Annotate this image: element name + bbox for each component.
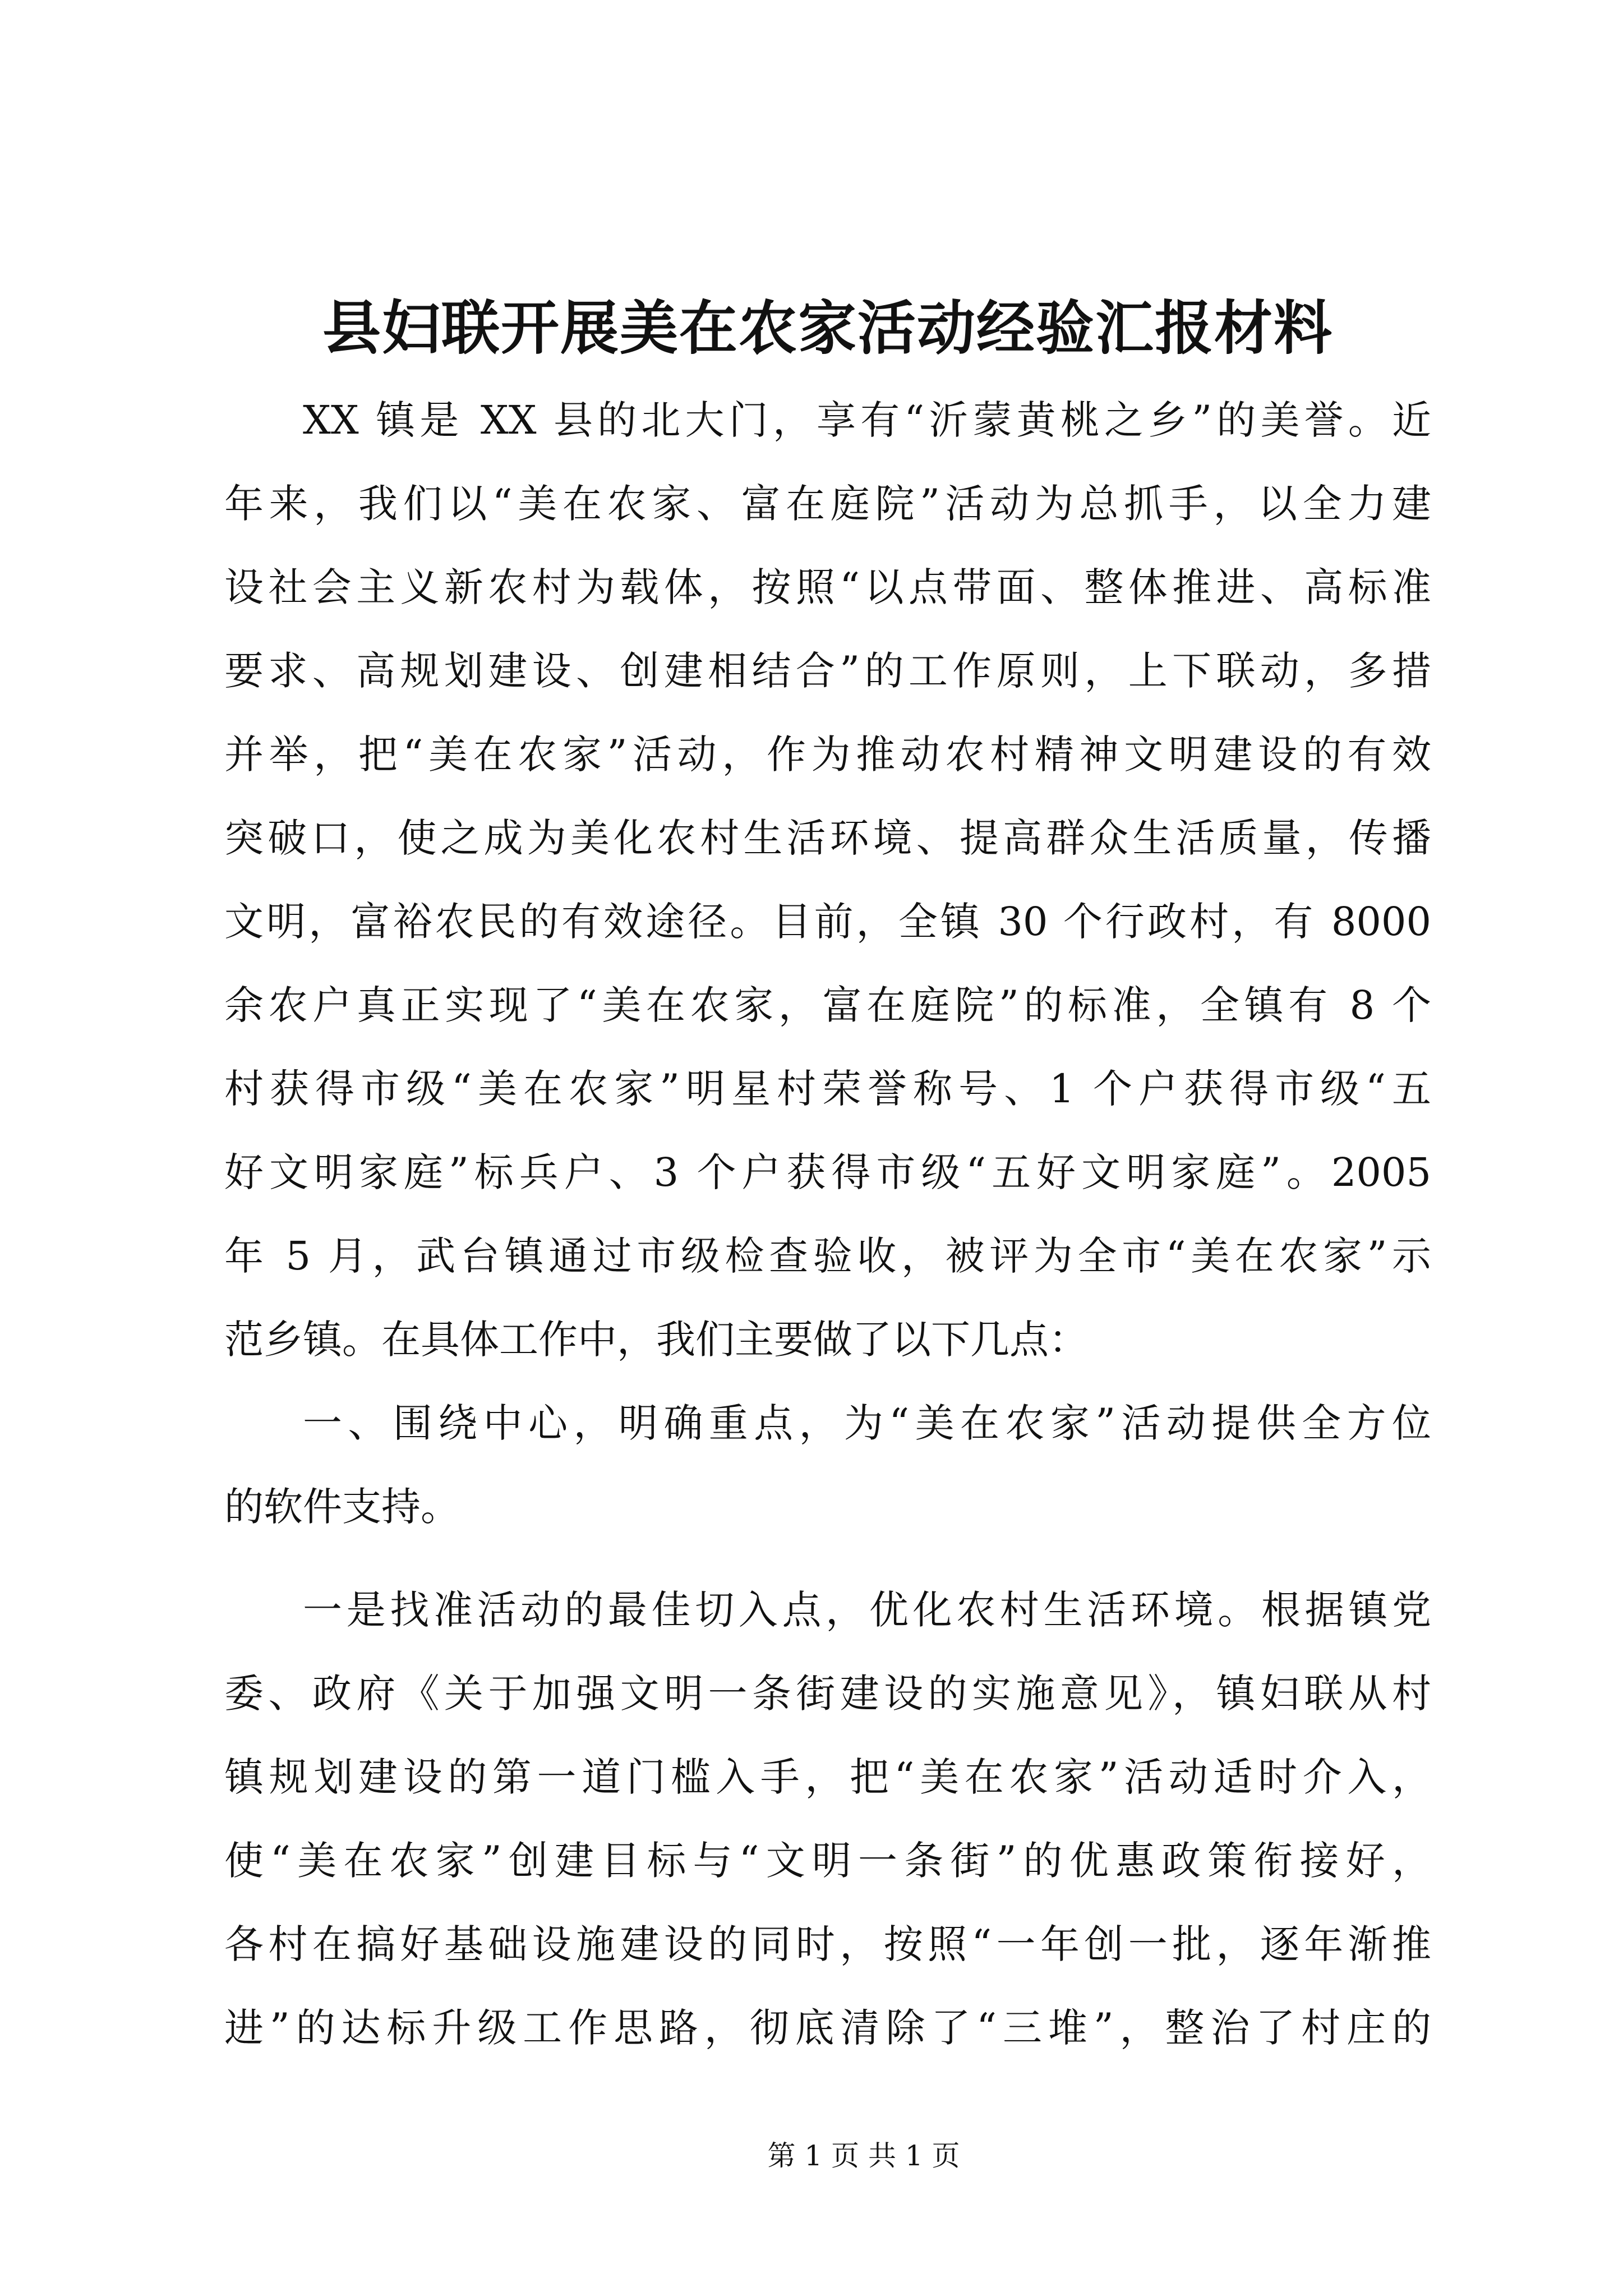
- text-line: 年来，我们以“美在农家、富在庭院”活动为总抓手，以全力建: [224, 481, 1431, 527]
- text-line: 设社会主义新农村为载体，按照“以点带面、整体推进、高标准: [224, 564, 1431, 610]
- text-line: 要求、高规划建设、创建相结合”的工作原则，上下联动，多措: [224, 648, 1431, 694]
- text-line: 使“美在农家”创建目标与“文明一条街”的优惠政策衔接好，: [224, 1838, 1431, 1884]
- text-line: 范乡镇。在具体工作中，我们主要做了以下几点：: [224, 1317, 1088, 1363]
- text-line: XX 镇是 XX 县的北大门，享有“沂蒙黄桃之乡”的美誉。近: [303, 397, 1431, 443]
- text-line: 一是找准活动的最佳切入点，优化农村生活环境。根据镇党: [303, 1587, 1431, 1633]
- paragraph-point-1: [224, 1568, 1431, 2070]
- document-title: 县妇联开展美在农家活动经验汇报材料: [322, 293, 1333, 362]
- text-line: 镇规划建设的第一道门槛入手，把“美在农家”活动适时介入，: [224, 1754, 1431, 1800]
- paragraph-intro: [224, 379, 1431, 1382]
- text-line: 的软件支持。: [224, 1484, 460, 1530]
- page-number-footer: 第 1 页 共 1 页: [767, 2139, 960, 2172]
- text-line: 余农户真正实现了“美在农家，富在庭院”的标准，全镇有 8 个: [224, 982, 1431, 1028]
- text-line: 文明，富裕农民的有效途径。目前，全镇 30 个行政村，有 8000: [224, 899, 1431, 945]
- text-line: 年 5 月，武台镇通过市级检查验收，被评为全市“美在农家”示: [224, 1233, 1431, 1279]
- text-line: 好文明家庭”标兵户、3 个户获得市级“五好文明家庭”。2005: [224, 1149, 1431, 1195]
- text-line: 委、政府《关于加强文明一条街建设的实施意见》，镇妇联从村: [224, 1671, 1431, 1717]
- text-line: 并举，把“美在农家”活动，作为推动农村精神文明建设的有效: [224, 731, 1431, 777]
- document-body: [224, 379, 1431, 2070]
- section-heading-1: [224, 1382, 1431, 1549]
- text-line: 村获得市级“美在农家”明星村荣誉称号、1 个户获得市级“五: [224, 1066, 1431, 1112]
- text-line: 进”的达标升级工作思路，彻底清除了“三堆”，整治了村庄的: [224, 2005, 1431, 2051]
- text-line: 一、围绕中心，明确重点，为“美在农家”活动提供全方位: [303, 1400, 1431, 1446]
- text-line: 各村在搞好基础设施建设的同时，按照“一年创一批，逐年渐推: [224, 1921, 1431, 1967]
- text-line: 突破口，使之成为美化农村生活环境、提高群众生活质量，传播: [224, 815, 1431, 861]
